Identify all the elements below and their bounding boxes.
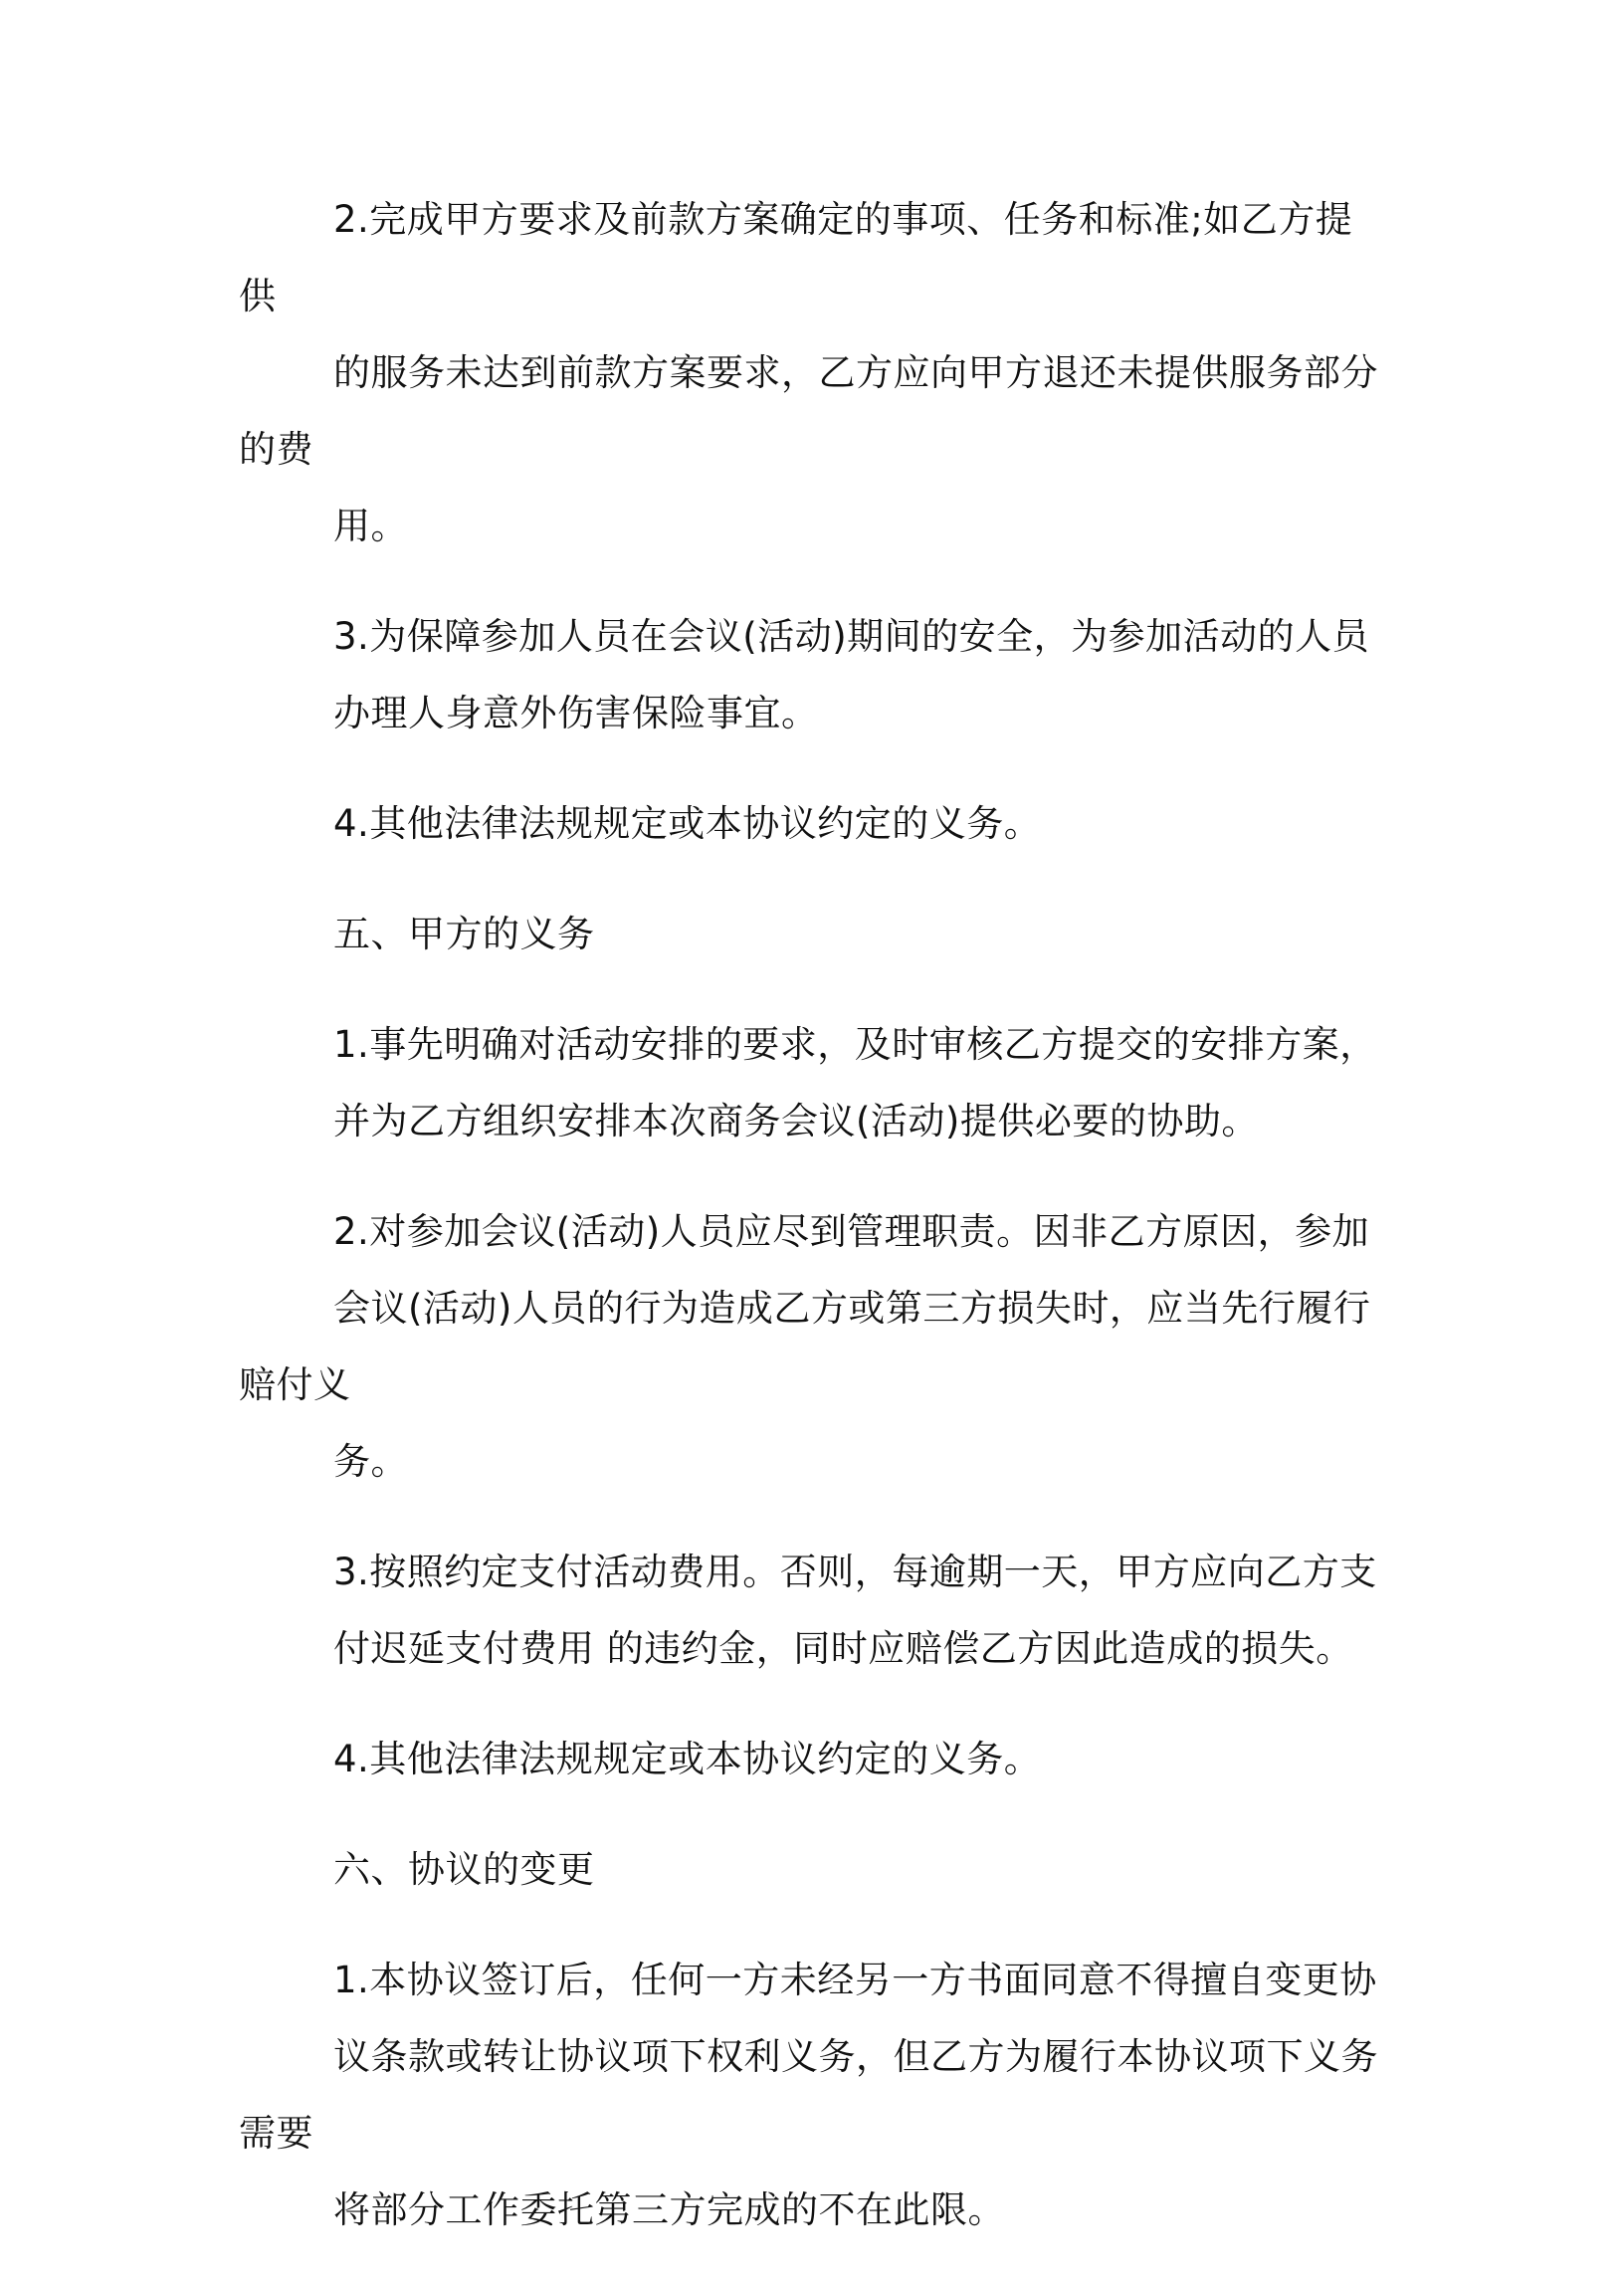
- paragraph-jia-obligation-2: [239, 1193, 1385, 1500]
- paragraph-yi-obligation-4: [239, 785, 1385, 862]
- text-line: 4.其他法律法规规定或本协议约定的义务。: [333, 1738, 1042, 1780]
- text-line: 用。: [333, 505, 408, 547]
- text-line: 将部分工作委托第三方完成的不在此限。: [333, 2188, 1005, 2231]
- text-line: 的服务未达到前款方案要求，乙方应向甲方退还未提供服务部分的费: [239, 351, 1378, 471]
- paragraph-yi-obligation-2: [239, 181, 1385, 564]
- document-body: [239, 181, 1385, 2282]
- text-line: 办理人身意外伤害保险事宜。: [333, 692, 819, 734]
- paragraph-change-1: [239, 1942, 1385, 2248]
- paragraph-jia-obligation-3: [239, 1534, 1385, 1687]
- section-heading-jia-obligations: [239, 896, 1385, 972]
- paragraph-yi-obligation-3: [239, 598, 1385, 751]
- text-line: 3.按照约定支付活动费用。否则，每逾期一天，甲方应向乙方支: [333, 1551, 1377, 1593]
- paragraph-jia-obligation-1: [239, 1006, 1385, 1159]
- text-line: 议条款或转让协议项下权利义务，但乙方为履行本协议项下义务需要: [239, 2035, 1378, 2155]
- section-heading-agreement-changes: [239, 1831, 1385, 1908]
- section-title: 五、甲方的义务: [333, 913, 595, 955]
- text-line: 1.本协议签订后，任何一方未经另一方书面同意不得擅自变更协: [333, 1959, 1377, 2001]
- text-line: 2.完成甲方要求及前款方案确定的事项、任务和标准;如乙方提供: [239, 198, 1353, 317]
- text-line: 并为乙方组织安排本次商务会议(活动)提供必要的协助。: [333, 1100, 1259, 1142]
- text-line: 2.对参加会议(活动)人员应尽到管理职责。因非乙方原因，参加: [333, 1210, 1370, 1253]
- text-line: 付迟延支付费用 的违约金，同时应赔偿乙方因此造成的损失。: [333, 1627, 1353, 1670]
- text-line: 3.为保障参加人员在会议(活动)期间的安全，为参加活动的人员: [333, 615, 1370, 658]
- text-line: 1.事先明确对活动安排的要求，及时审核乙方提交的安排方案，: [333, 1023, 1377, 1066]
- paragraph-jia-obligation-4: [239, 1721, 1385, 1797]
- section-title: 六、协议的变更: [333, 1848, 595, 1891]
- text-line: 务。: [333, 1440, 408, 1483]
- text-line: 会议(活动)人员的行为造成乙方或第三方损失时，应当先行履行赔付义: [239, 1287, 1371, 1406]
- text-line: 4.其他法律法规规定或本协议约定的义务。: [333, 802, 1042, 845]
